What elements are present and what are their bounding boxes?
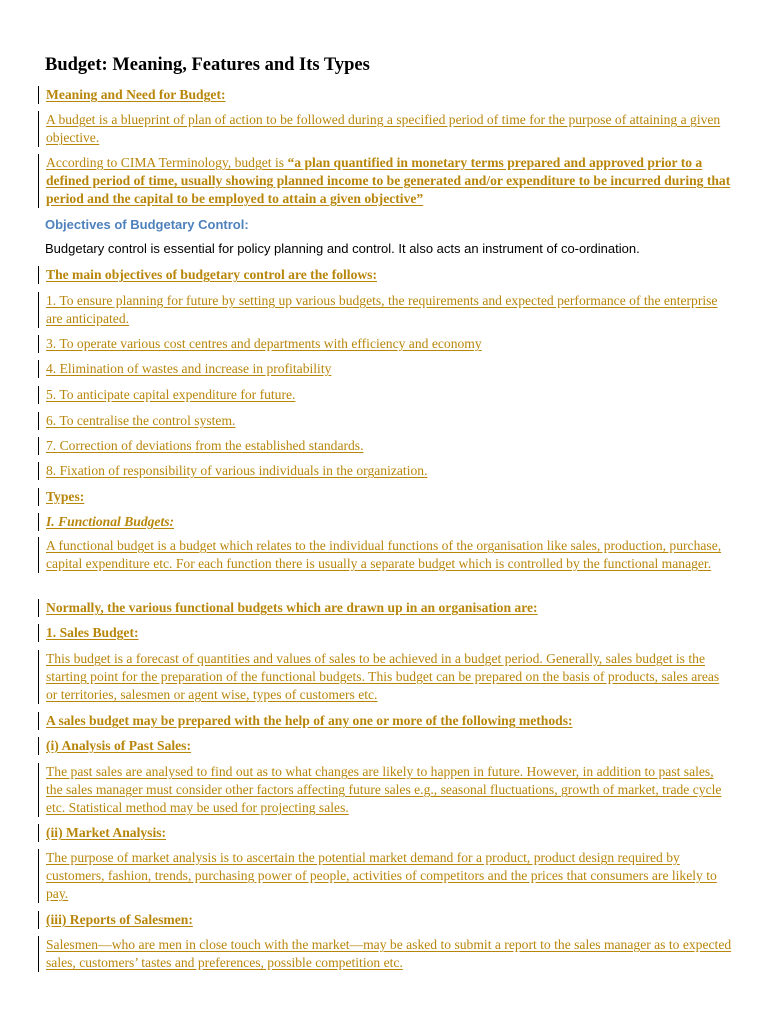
past-sales-paragraph: The past sales are analysed to find out as to what changes are likely to happen in future. However, in addition to past sales, the sales manager must consider other factors affecting future sales e.g., seasonal fluctuations, growth of market, trade cycle etc. Statistical method may be used for projecting sales. bbox=[38, 763, 732, 817]
functional-list-heading: Normally, the various functional budgets which are drawn up in an organisation are: bbox=[38, 599, 732, 617]
objectives-heading: Objectives of Budgetary Control: bbox=[45, 217, 249, 232]
cima-quote: “a plan quantified in monetary terms prepared and approved prior to a defined period of time, usually showing planned income to be generated and/or expenditure to be incurred during that period and the capital to be employed to attain a given objective” bbox=[46, 155, 731, 206]
market-analysis-heading: (ii) Market Analysis: bbox=[38, 824, 732, 842]
page-title: Budget: Meaning, Features and Its Types bbox=[45, 55, 370, 75]
cima-paragraph bbox=[38, 154, 732, 208]
objective-item: 4. Elimination of wastes and increase in profitability bbox=[38, 360, 732, 378]
cima-lead: According to CIMA Terminology, budget is bbox=[46, 155, 288, 170]
objective-item: 8. Fixation of responsibility of various individuals in the organization. bbox=[38, 462, 732, 480]
sales-budget-heading: 1. Sales Budget: bbox=[38, 624, 732, 642]
market-analysis-paragraph: The purpose of market analysis is to ascertain the potential market demand for a product, product design required by customers, fashion, trends, purchasing power of people, activities of competitors and the prices that consumers are likely to pay. bbox=[38, 849, 732, 903]
methods-heading: A sales budget may be prepared with the help of any one or more of the following methods: bbox=[38, 712, 732, 730]
objective-item: 1. To ensure planning for future by setting up various budgets, the requirements and expected performance of the enterprise are anticipated. bbox=[38, 292, 732, 328]
types-heading: Types: bbox=[38, 488, 732, 506]
functional-budgets-heading: I. Functional Budgets: bbox=[38, 513, 732, 531]
main-objectives-heading: The main objectives of budgetary control are the follows: bbox=[38, 266, 732, 284]
past-sales-heading: (i) Analysis of Past Sales: bbox=[38, 737, 732, 755]
objectives-paragraph: Budgetary control is essential for policy planning and control. It also acts an instrument of co-ordination. bbox=[45, 241, 640, 256]
objective-item: 3. To operate various cost centres and departments with efficiency and economy bbox=[38, 335, 732, 353]
salesmen-reports-paragraph: Salesmen—who are men in close touch with the market—may be asked to submit a report to the sales manager as to expected sales, customers’ tastes and preferences, possible competition etc. bbox=[38, 936, 732, 972]
objective-item: 5. To anticipate capital expenditure for future. bbox=[38, 386, 732, 404]
salesmen-reports-heading: (iii) Reports of Salesmen: bbox=[38, 911, 732, 929]
functional-paragraph: A functional budget is a budget which relates to the individual functions of the organisation like sales, production, purchase, capital expenditure etc. For each function there is usually a separate budget which is controlled by the functional manager. bbox=[38, 537, 732, 573]
sales-budget-paragraph: This budget is a forecast of quantities and values of sales to be achieved in a budget period. Generally, sales budget is the starting point for the preparation of the functional budgets. This budget can be prepared on the basis of products, sales areas or territories, salesmen or agent wise, types of customers etc. bbox=[38, 650, 732, 704]
meaning-heading: Meaning and Need for Budget: bbox=[38, 86, 732, 104]
objective-item: 6. To centralise the control system. bbox=[38, 412, 732, 430]
meaning-paragraph: A budget is a blueprint of plan of action to be followed during a specified period of time for the purpose of attaining a given objective. bbox=[38, 111, 732, 147]
objective-item: 7. Correction of deviations from the established standards. bbox=[38, 437, 732, 455]
